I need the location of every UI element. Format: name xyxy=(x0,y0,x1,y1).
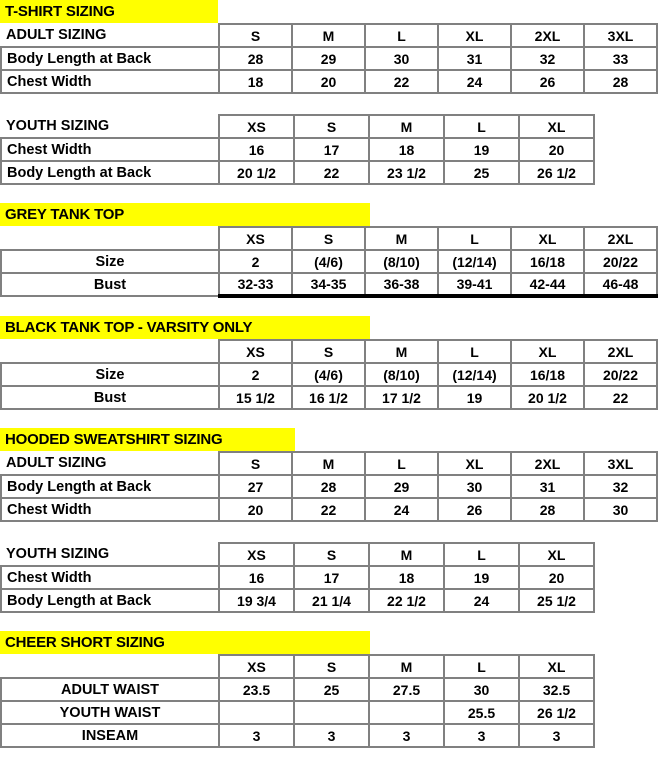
row-label: Size xyxy=(1,363,219,386)
row-label: Body Length at Back xyxy=(1,161,219,184)
table-header-label: ADULT SIZING xyxy=(6,27,107,43)
table-cell: 28 xyxy=(584,70,657,93)
column-header: 2XL xyxy=(584,227,657,250)
column-header: XL xyxy=(438,24,511,47)
table-cell: 16 xyxy=(219,566,294,589)
table-header-row xyxy=(1,543,657,566)
column-header: M xyxy=(292,452,365,475)
table-row xyxy=(1,566,657,589)
table-cell: 19 3/4 xyxy=(219,589,294,612)
table-cell: 36-38 xyxy=(365,273,438,296)
table-cell: 32 xyxy=(511,47,584,70)
table-grey-tank xyxy=(0,226,658,298)
column-header: L xyxy=(444,115,519,138)
table-header-label xyxy=(1,340,219,363)
table-cell: 30 xyxy=(444,678,519,701)
table-cell: 26 xyxy=(438,498,511,521)
table-cell xyxy=(369,701,444,724)
column-header: L xyxy=(365,24,438,47)
column-header: S xyxy=(219,452,292,475)
column-header: 3XL xyxy=(584,24,657,47)
table-filler xyxy=(594,724,657,747)
spacer xyxy=(0,185,670,203)
row-label: Body Length at Back xyxy=(1,589,219,612)
table-cell: 20 xyxy=(292,70,365,93)
column-header: S xyxy=(294,543,369,566)
row-label: Chest Width xyxy=(1,566,219,589)
table-cell: 24 xyxy=(444,589,519,612)
table-cell: 26 1/2 xyxy=(519,161,594,184)
table-cell: 17 xyxy=(294,566,369,589)
table-cell: 21 1/4 xyxy=(294,589,369,612)
column-header: M xyxy=(365,340,438,363)
column-header: 2XL xyxy=(511,452,584,475)
table-cell: 22 xyxy=(584,386,657,409)
column-header: XL xyxy=(511,340,584,363)
table-cell: 30 xyxy=(438,475,511,498)
column-header: M xyxy=(292,24,365,47)
section-title-hoodie: HOODED SWEATSHIRT SIZING xyxy=(0,428,295,451)
table-cell: 28 xyxy=(219,47,292,70)
table-header-row xyxy=(1,24,657,47)
table-filler xyxy=(594,566,657,589)
table-cell: 30 xyxy=(365,47,438,70)
table-row xyxy=(1,363,657,386)
table-row xyxy=(1,498,657,521)
column-header: L xyxy=(365,452,438,475)
table-row xyxy=(1,273,657,296)
table-cell: 24 xyxy=(365,498,438,521)
table-cell: 28 xyxy=(292,475,365,498)
table-cell: 24 xyxy=(438,70,511,93)
table-cell: 30 xyxy=(584,498,657,521)
table-row xyxy=(1,701,657,724)
table-cell: 20 1/2 xyxy=(511,386,584,409)
spacer xyxy=(0,298,670,316)
row-label: INSEAM xyxy=(1,724,219,747)
table-row xyxy=(1,724,657,747)
table-row xyxy=(1,70,657,93)
table-cell: 25.5 xyxy=(444,701,519,724)
table-cell: 16/18 xyxy=(511,250,584,273)
table-hoodie-adult xyxy=(0,451,658,522)
section-banner-grey-tank xyxy=(0,203,670,226)
table-hoodie-youth xyxy=(0,542,658,613)
table-header-label xyxy=(1,655,219,678)
row-label: Body Length at Back xyxy=(1,47,219,70)
table-cell: 17 1/2 xyxy=(365,386,438,409)
row-label: Body Length at Back xyxy=(1,475,219,498)
table-cell: 16/18 xyxy=(511,363,584,386)
column-header: 3XL xyxy=(584,452,657,475)
table-row xyxy=(1,161,657,184)
column-header: XS xyxy=(219,340,292,363)
table-cell: 27.5 xyxy=(369,678,444,701)
row-label: Bust xyxy=(1,386,219,409)
table-cell: (8/10) xyxy=(365,250,438,273)
table-cell: 34-35 xyxy=(292,273,365,296)
column-header: M xyxy=(369,115,444,138)
column-header: L xyxy=(444,655,519,678)
table-cell: 16 1/2 xyxy=(292,386,365,409)
column-header: S xyxy=(292,227,365,250)
table-cell: (12/14) xyxy=(438,250,511,273)
table-cell: 32 xyxy=(584,475,657,498)
table-cell: 19 xyxy=(444,566,519,589)
table-cell: 26 1/2 xyxy=(519,701,594,724)
table-cell: (8/10) xyxy=(365,363,438,386)
table-cell: 20/22 xyxy=(584,250,657,273)
table-row xyxy=(1,386,657,409)
section-title-black-tank: BLACK TANK TOP - VARSITY ONLY xyxy=(0,316,370,339)
column-header: S xyxy=(219,24,292,47)
column-header: XL xyxy=(438,452,511,475)
column-header: M xyxy=(369,655,444,678)
table-filler xyxy=(594,678,657,701)
table-cell: 2 xyxy=(219,250,292,273)
table-cell: 20/22 xyxy=(584,363,657,386)
column-header: XS xyxy=(219,543,294,566)
table-filler xyxy=(594,655,657,678)
column-header: XL xyxy=(519,655,594,678)
section-banner-cheer-short xyxy=(0,631,670,654)
table-cell: (12/14) xyxy=(438,363,511,386)
table-cell: 3 xyxy=(219,724,294,747)
column-header: 2XL xyxy=(511,24,584,47)
table-row xyxy=(1,47,657,70)
section-banner-tshirt xyxy=(0,0,670,23)
table-cell: 18 xyxy=(369,138,444,161)
table-cell: 22 xyxy=(292,498,365,521)
row-label: YOUTH WAIST xyxy=(1,701,219,724)
table-header-row xyxy=(1,115,657,138)
table-row xyxy=(1,138,657,161)
table-filler xyxy=(594,543,657,566)
table-cell xyxy=(294,701,369,724)
table-cell: 28 xyxy=(511,498,584,521)
table-cell: 46-48 xyxy=(584,273,657,296)
table-cell: 26 xyxy=(511,70,584,93)
table-cell: 25 xyxy=(444,161,519,184)
column-header: L xyxy=(438,227,511,250)
table-row xyxy=(1,678,657,701)
column-header: S xyxy=(294,115,369,138)
table-cell: 3 xyxy=(294,724,369,747)
column-header: S xyxy=(294,655,369,678)
table-cheer-short xyxy=(0,654,658,748)
table-cell: 20 xyxy=(519,566,594,589)
table-cell: 3 xyxy=(519,724,594,747)
table-header-row xyxy=(1,227,657,250)
row-label: Chest Width xyxy=(1,498,219,521)
row-label: Bust xyxy=(1,273,219,296)
table-cell: (4/6) xyxy=(292,250,365,273)
table-cell: 3 xyxy=(444,724,519,747)
table-cell: 39-41 xyxy=(438,273,511,296)
table-cell: 29 xyxy=(365,475,438,498)
table-cell: 16 xyxy=(219,138,294,161)
table-header-row xyxy=(1,340,657,363)
table-cell: 3 xyxy=(369,724,444,747)
column-header: XL xyxy=(519,115,594,138)
column-header: L xyxy=(438,340,511,363)
table-tshirt-adult xyxy=(0,23,658,94)
section-title-cheer-short: CHEER SHORT SIZING xyxy=(0,631,370,654)
column-header: XS xyxy=(219,227,292,250)
table-header-row xyxy=(1,452,657,475)
section-title-tshirt: T-SHIRT SIZING xyxy=(0,0,218,23)
table-cell: 23.5 xyxy=(219,678,294,701)
table-cell: 25 1/2 xyxy=(519,589,594,612)
table-cell: 33 xyxy=(584,47,657,70)
table-cell: 17 xyxy=(294,138,369,161)
table-cell: 20 xyxy=(519,138,594,161)
column-header: XL xyxy=(511,227,584,250)
spacer xyxy=(0,94,670,114)
table-row xyxy=(1,250,657,273)
table-cell: 15 1/2 xyxy=(219,386,292,409)
table-cell: 22 1/2 xyxy=(369,589,444,612)
row-label: ADULT WAIST xyxy=(1,678,219,701)
table-filler xyxy=(594,589,657,612)
table-filler xyxy=(594,115,657,138)
table-cell: 27 xyxy=(219,475,292,498)
section-banner-hoodie xyxy=(0,428,670,451)
table-cell: 22 xyxy=(294,161,369,184)
column-header: XS xyxy=(219,115,294,138)
table-cell xyxy=(219,701,294,724)
spacer xyxy=(0,410,670,428)
row-label: Chest Width xyxy=(1,138,219,161)
table-filler xyxy=(594,161,657,184)
table-header-row xyxy=(1,655,657,678)
column-header: M xyxy=(369,543,444,566)
column-header: S xyxy=(292,340,365,363)
table-filler xyxy=(594,138,657,161)
table-cell: 31 xyxy=(511,475,584,498)
table-tshirt-youth xyxy=(0,114,658,185)
table-cell: (4/6) xyxy=(292,363,365,386)
row-label: Chest Width xyxy=(1,70,219,93)
table-cell: 20 xyxy=(219,498,292,521)
table-row xyxy=(1,589,657,612)
table-cell: 31 xyxy=(438,47,511,70)
table-cell: 2 xyxy=(219,363,292,386)
column-header: 2XL xyxy=(584,340,657,363)
table-cell: 32.5 xyxy=(519,678,594,701)
table-cell: 29 xyxy=(292,47,365,70)
column-header: XL xyxy=(519,543,594,566)
table-cell: 18 xyxy=(369,566,444,589)
table-cell: 23 1/2 xyxy=(369,161,444,184)
table-cell: 22 xyxy=(365,70,438,93)
table-cell: 42-44 xyxy=(511,273,584,296)
table-filler xyxy=(594,701,657,724)
spacer xyxy=(0,613,670,631)
column-header: M xyxy=(365,227,438,250)
table-cell: 19 xyxy=(444,138,519,161)
table-header-label xyxy=(1,227,219,250)
table-cell: 19 xyxy=(438,386,511,409)
table-header-label: ADULT SIZING xyxy=(6,455,107,471)
section-banner-black-tank xyxy=(0,316,670,339)
table-row xyxy=(1,475,657,498)
table-header-label: YOUTH SIZING xyxy=(6,118,110,134)
column-header: L xyxy=(444,543,519,566)
table-black-tank xyxy=(0,339,658,410)
table-cell: 20 1/2 xyxy=(219,161,294,184)
table-cell: 18 xyxy=(219,70,292,93)
column-header: XS xyxy=(219,655,294,678)
table-cell: 32-33 xyxy=(219,273,292,296)
spacer xyxy=(0,522,670,542)
table-cell: 25 xyxy=(294,678,369,701)
table-header-label: YOUTH SIZING xyxy=(6,546,110,562)
section-title-grey-tank: GREY TANK TOP xyxy=(0,203,370,226)
row-label: Size xyxy=(1,250,219,273)
